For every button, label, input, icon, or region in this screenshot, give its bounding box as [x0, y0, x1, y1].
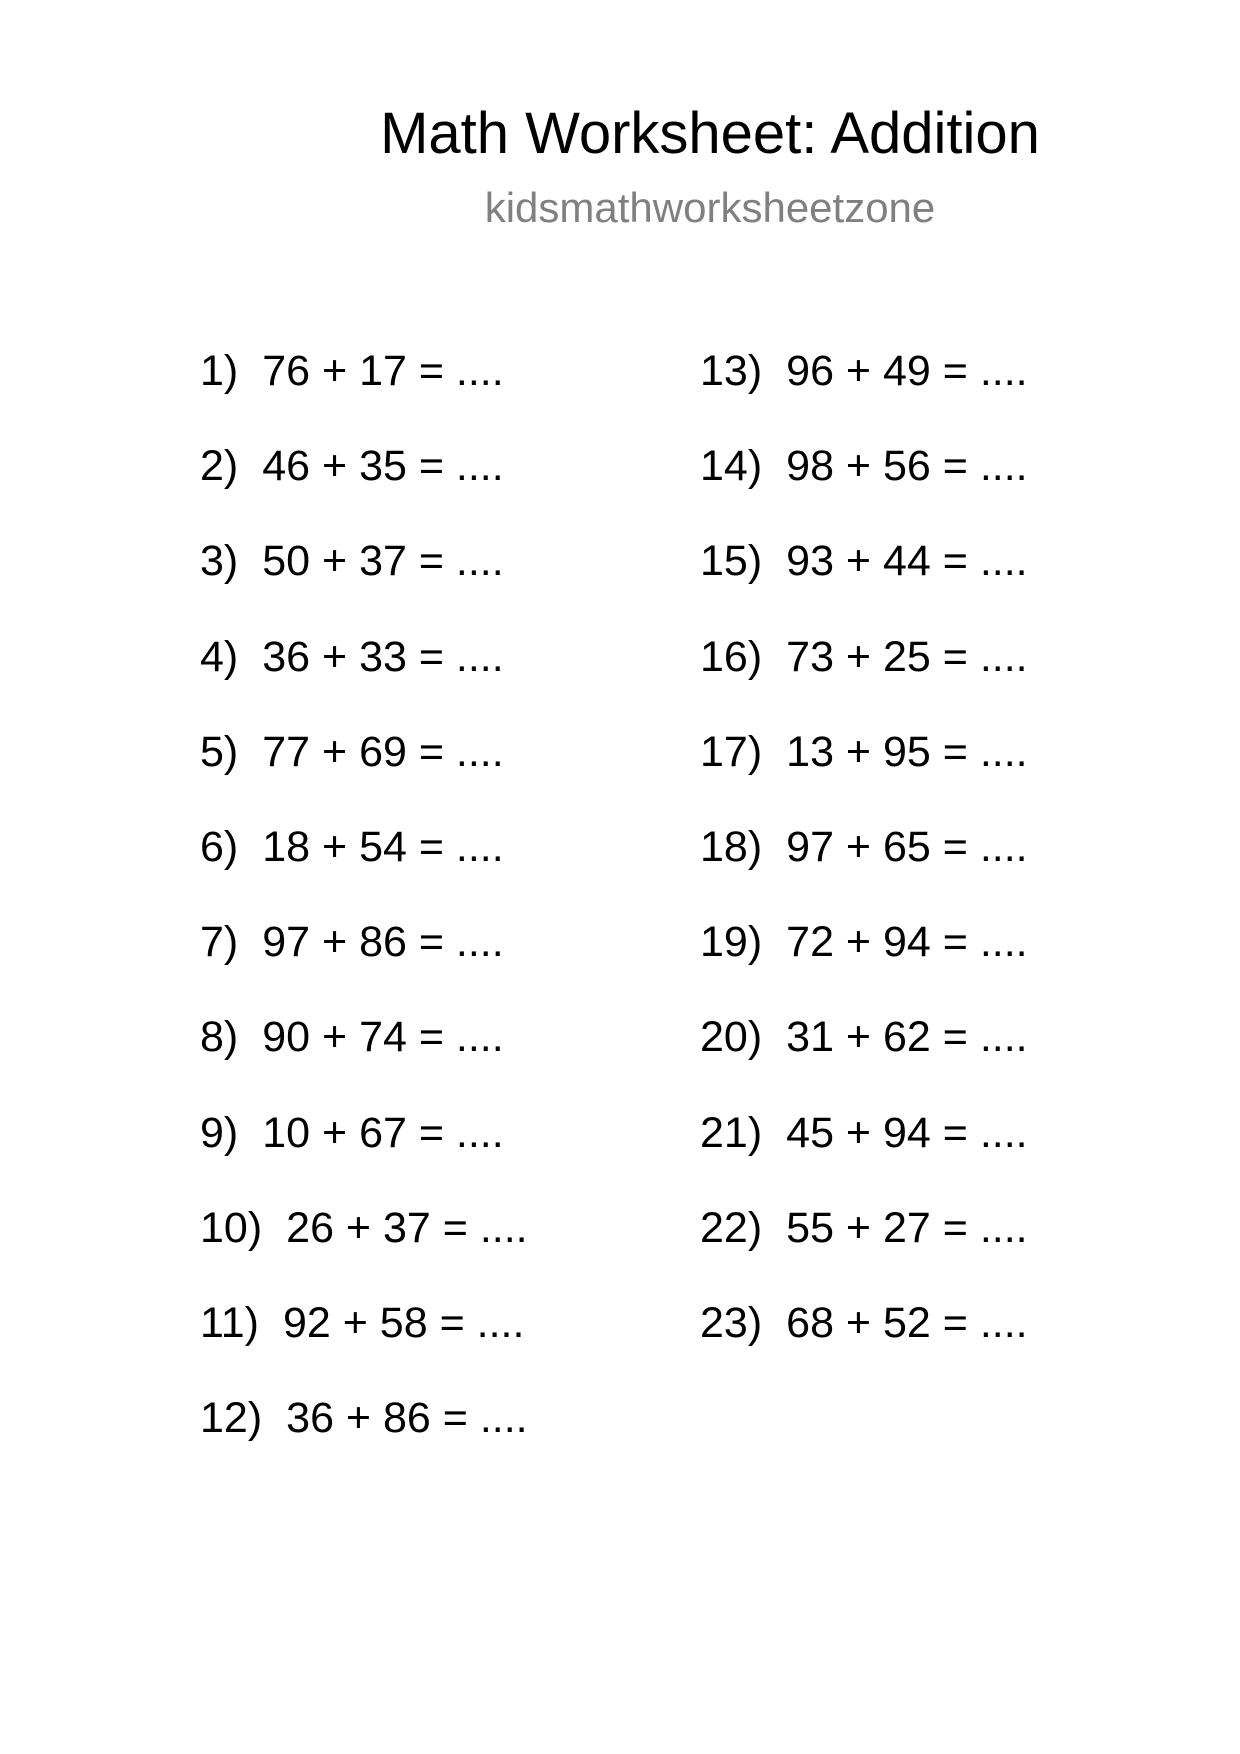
problem-item — [200, 1298, 528, 1393]
problem-expression: 97 + 86 = .... — [262, 918, 504, 967]
problem-item — [700, 536, 1028, 631]
problem-item — [200, 1393, 528, 1488]
problem-number: 6) — [200, 822, 239, 871]
problem-expression: 18 + 54 = .... — [262, 822, 504, 871]
problem-number: 22) — [700, 1203, 763, 1252]
problem-expression: 98 + 56 = .... — [786, 442, 1028, 491]
problem-number: 4) — [200, 632, 239, 681]
problem-number: 8) — [200, 1013, 239, 1062]
problem-number: 7) — [200, 918, 239, 967]
problem-column-right — [700, 346, 1028, 1393]
problem-number: 12) — [200, 1394, 263, 1443]
problem-item — [700, 632, 1028, 727]
problem-number: 20) — [700, 1013, 763, 1062]
problem-item — [200, 727, 528, 822]
problem-expression: 45 + 94 = .... — [786, 1108, 1028, 1157]
problem-item — [700, 441, 1028, 536]
problem-expression: 92 + 58 = .... — [282, 1298, 525, 1347]
problem-item — [200, 346, 528, 441]
problem-item — [200, 1203, 528, 1298]
problem-item — [200, 917, 528, 1012]
problem-item — [200, 822, 528, 917]
problem-number: 14) — [700, 442, 763, 491]
problem-expression: 55 + 27 = .... — [786, 1203, 1028, 1252]
problem-number: 13) — [700, 347, 763, 395]
problem-item — [700, 1108, 1028, 1203]
problem-number: 11) — [200, 1298, 259, 1347]
problem-item — [700, 917, 1028, 1012]
problem-item — [700, 727, 1028, 822]
problem-number: 15) — [700, 537, 763, 586]
problem-number: 1) — [200, 347, 239, 395]
problem-expression: 50 + 37 = .... — [262, 537, 504, 586]
problem-item — [200, 632, 528, 727]
problem-expression: 73 + 25 = .... — [786, 632, 1028, 681]
problem-expression: 97 + 65 = .... — [786, 822, 1028, 871]
problem-item — [700, 1298, 1028, 1393]
problem-item — [200, 1012, 528, 1107]
problem-expression: 96 + 49 = .... — [786, 347, 1028, 395]
problem-column-left — [200, 346, 528, 1488]
problem-number: 3) — [200, 537, 239, 586]
problem-expression: 72 + 94 = .... — [786, 918, 1028, 967]
problem-number: 17) — [700, 727, 763, 776]
problem-number: 21) — [700, 1108, 763, 1157]
problem-number: 10) — [200, 1203, 263, 1252]
problem-expression: 31 + 62 = .... — [786, 1013, 1028, 1062]
problem-expression: 26 + 37 = .... — [286, 1203, 528, 1252]
problem-item — [700, 1012, 1028, 1107]
problem-expression: 46 + 35 = .... — [262, 442, 504, 491]
problem-item — [200, 441, 528, 536]
problem-expression: 10 + 67 = .... — [262, 1108, 504, 1157]
problem-expression: 68 + 52 = .... — [786, 1298, 1028, 1347]
worksheet-title: Math Worksheet: Addition — [380, 101, 1040, 166]
problem-expression: 77 + 69 = .... — [262, 727, 504, 776]
problem-expression: 90 + 74 = .... — [262, 1013, 504, 1062]
problem-number: 23) — [700, 1298, 763, 1347]
worksheet-subtitle: kidsmathworksheetzone — [484, 184, 936, 231]
problem-item — [700, 346, 1028, 441]
problem-expression: 76 + 17 = .... — [262, 347, 504, 395]
problem-expression: 36 + 86 = .... — [286, 1394, 528, 1443]
problem-item — [200, 1108, 528, 1203]
problem-expression: 13 + 95 = .... — [786, 727, 1028, 776]
problem-number: 2) — [200, 442, 239, 491]
problem-item — [700, 1203, 1028, 1298]
problem-number: 18) — [700, 822, 763, 871]
problem-number: 16) — [700, 632, 763, 681]
problem-expression: 93 + 44 = .... — [786, 537, 1028, 586]
problem-number: 5) — [200, 727, 239, 776]
problem-expression: 36 + 33 = .... — [262, 632, 504, 681]
problem-item — [700, 822, 1028, 917]
problem-item — [200, 536, 528, 631]
problem-number: 19) — [700, 918, 763, 967]
problem-number: 9) — [200, 1108, 239, 1157]
